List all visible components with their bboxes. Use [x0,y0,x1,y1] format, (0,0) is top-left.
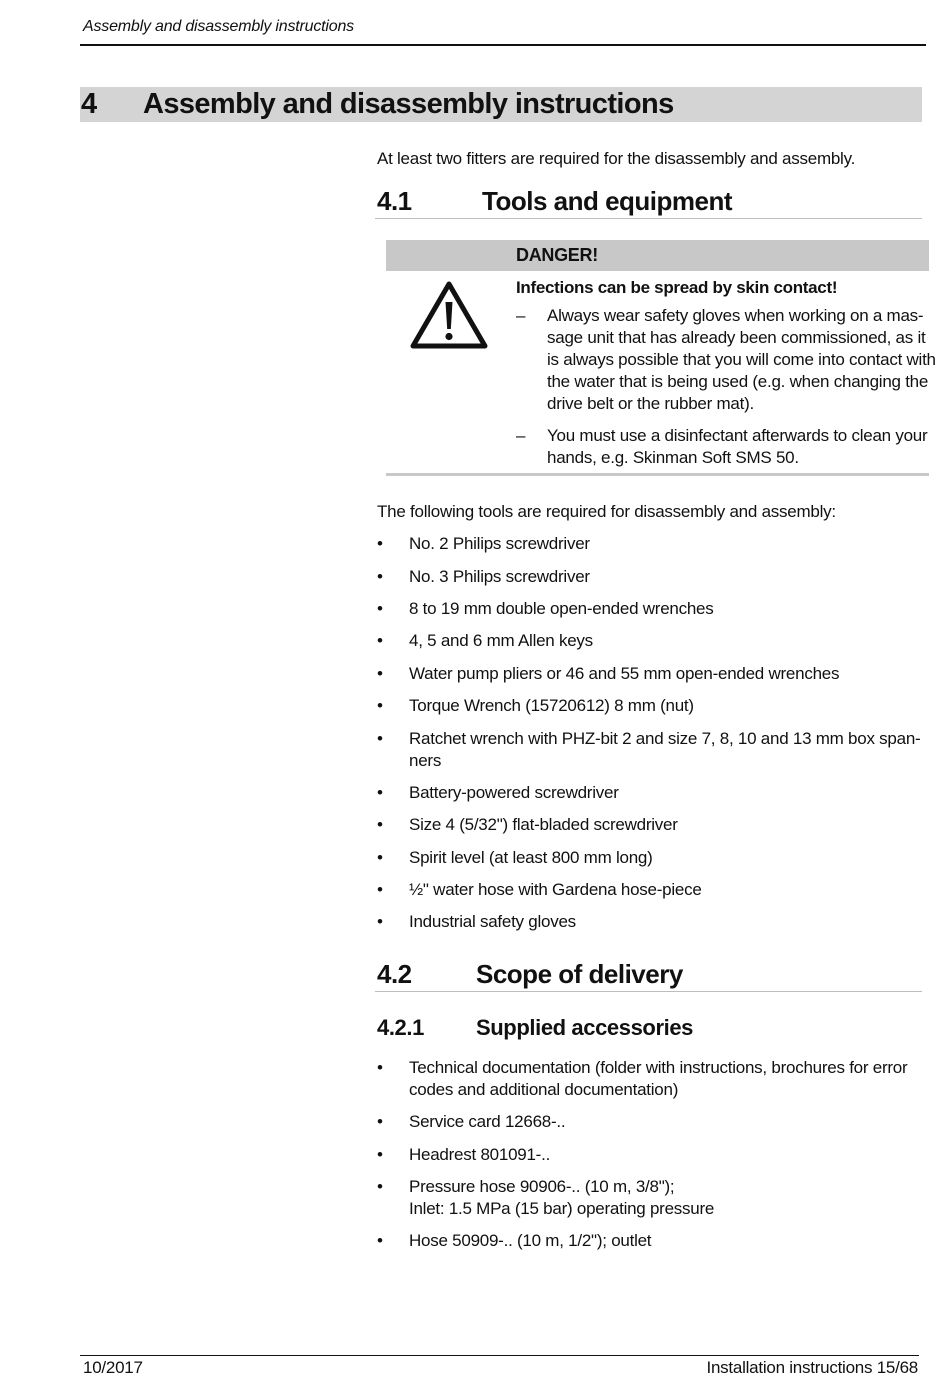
intro-text: At least two fitters are required for the disassembly and assembly. [377,149,856,168]
section-title: Scope of delivery [476,959,683,989]
bullet-marker: • [377,1231,383,1250]
chapter-title: Assembly and disassembly instructions [143,88,674,120]
danger-item-line: sage unit that has already been commissioned, as it [547,328,926,347]
tool-item-line: ners [409,751,442,770]
bullet-marker: • [377,880,383,899]
bullet-marker: • [377,1112,383,1131]
tool-item-line: Torque Wrench (15720612) 8 mm (nut) [409,696,694,715]
tool-item-line: Battery-powered screwdriver [409,783,619,802]
footer-rule [80,1355,919,1356]
danger-bottom-rule [386,473,929,476]
bullet-marker: • [377,1177,383,1196]
tool-item-line: 8 to 19 mm double open-ended wrenches [409,599,714,618]
section-number: 4.2 [377,959,412,989]
danger-item-line: drive belt or the rubber mat). [547,394,754,413]
accessory-item-line: Pressure hose 90906-.. (10 m, 3/8"); [409,1177,675,1196]
danger-label: DANGER! [516,245,598,265]
danger-item-line: the water that is being used (e.g. when changing the [547,372,929,391]
tool-item-line: No. 2 Philips screwdriver [409,534,590,553]
bullet-marker: • [377,848,383,867]
header-rule [80,44,926,46]
tool-item-line: 4, 5 and 6 mm Allen keys [409,631,593,650]
bullet-marker: • [377,1058,383,1077]
accessory-item-line: Hose 50909-.. (10 m, 1/2"); outlet [409,1231,652,1250]
bullet-marker: • [377,696,383,715]
bullet-marker: • [377,815,383,834]
tool-item-line: Ratchet wrench with PHZ-bit 2 and size 7, 8, 10 and 13 mm box span- [409,729,921,748]
bullet-marker: • [377,783,383,802]
tool-item-line: No. 3 Philips screwdriver [409,567,590,586]
section-rule [375,991,922,992]
subsection-title: Supplied accessories [476,1015,693,1040]
danger-item-line: Always wear safety gloves when working on a mas- [547,306,924,325]
chapter-number: 4 [81,88,97,120]
danger-headline: Infections can be spread by skin contact! [516,278,838,297]
bullet-marker: • [377,567,383,586]
tool-item-line: Spirit level (at least 800 mm long) [409,848,653,867]
accessory-item-line: Technical documentation (folder with instructions, brochures for error [409,1058,908,1077]
danger-item-line: is always possible that you will come into contact with [547,350,936,369]
dash-marker: – [516,426,526,445]
accessory-item-line: Headrest 801091-.. [409,1145,551,1164]
bullet-marker: • [377,912,383,931]
tool-item-line: ½" water hose with Gardena hose-piece [409,880,702,899]
dash-marker: – [516,306,526,325]
footer-page-info: Installation instructions 15/68 [706,1358,918,1377]
danger-item-line: hands, e.g. Skinman Soft SMS 50. [547,448,799,467]
bullet-marker: • [377,534,383,553]
bullet-marker: • [377,664,383,683]
bullet-marker: • [377,599,383,618]
danger-banner [386,240,929,271]
section-title: Tools and equipment [482,186,733,216]
subsection-number: 4.2.1 [377,1015,424,1040]
tool-item-line: Water pump pliers or 46 and 55 mm open-ended wrenches [409,664,840,683]
bullet-marker: • [377,631,383,650]
section-rule [375,218,922,219]
accessory-item-line: Service card 12668-.. [409,1112,566,1131]
tool-item-line: Size 4 (5/32") flat-bladed screwdriver [409,815,678,834]
bullet-marker: • [377,729,383,748]
accessory-item-line: codes and additional documentation) [409,1080,679,1099]
danger-item-line: You must use a disinfectant afterwards to clean your [547,426,928,445]
tools-intro: The following tools are required for disassembly and assembly: [377,502,836,521]
section-number: 4.1 [377,186,412,216]
running-header: Assembly and disassembly instructions [83,18,354,35]
warning-triangle-icon [409,280,489,350]
bullet-marker: • [377,1145,383,1164]
footer-date: 10/2017 [83,1358,143,1377]
tool-item-line: Industrial safety gloves [409,912,576,931]
accessory-item-line: Inlet: 1.5 MPa (15 bar) operating pressure [409,1199,715,1218]
